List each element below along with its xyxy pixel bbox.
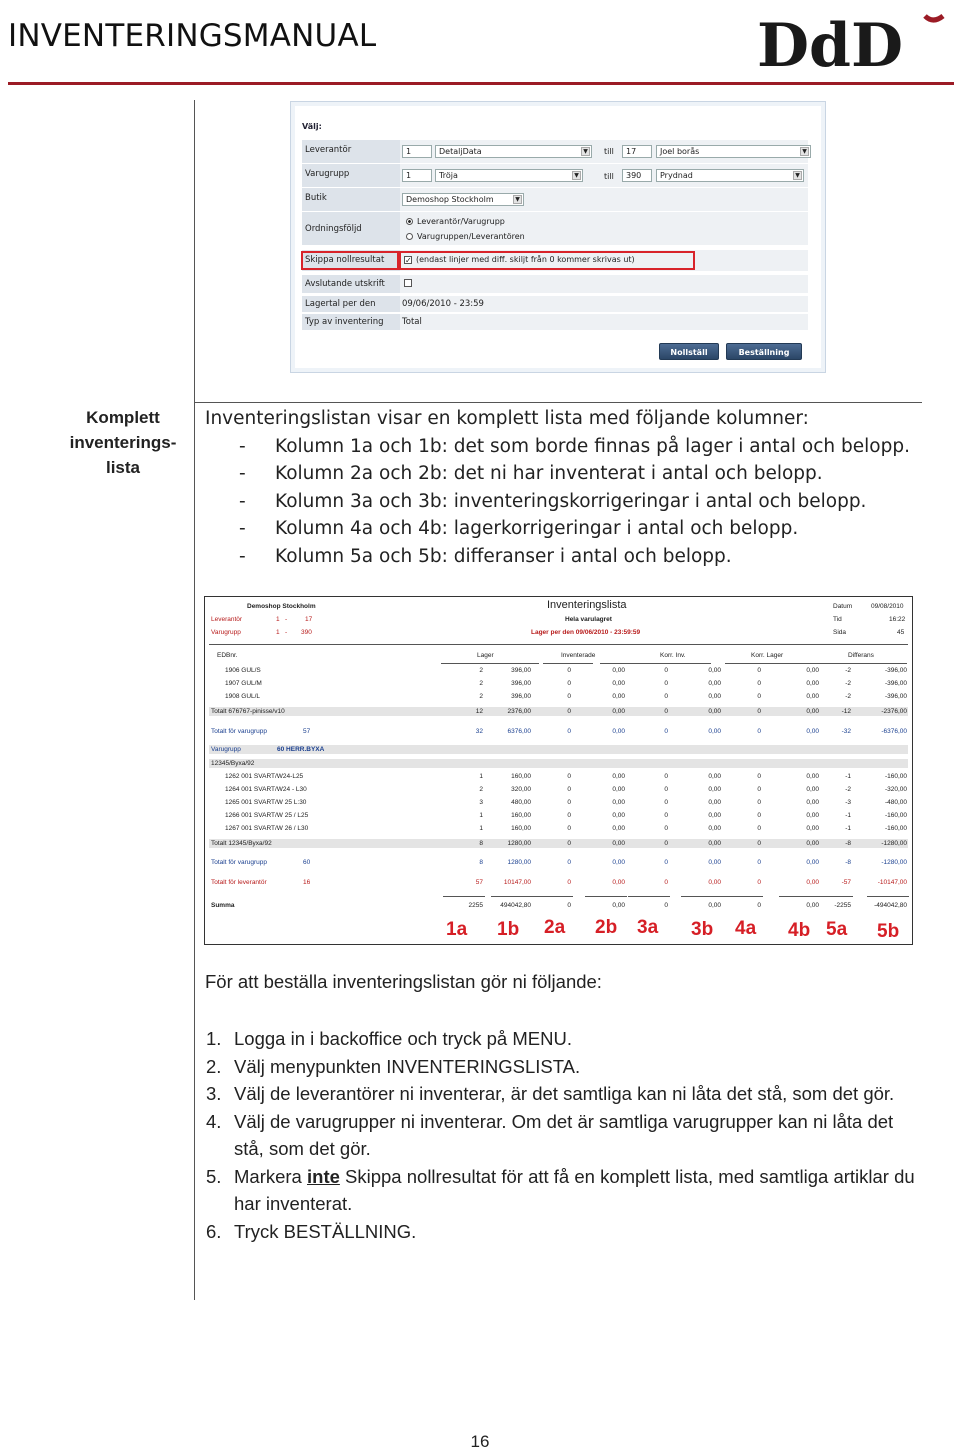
report-cell: 0 — [567, 693, 571, 700]
report-cell: 0,00 — [806, 667, 819, 674]
report-cell: -1280,00 — [881, 840, 907, 847]
report-cell: 6376,00 — [507, 728, 531, 735]
report-cell: -320,00 — [884, 786, 907, 793]
report-cell: 0,00 — [708, 859, 721, 866]
lagertal-value[interactable]: 09/06/2010 - 23:59 — [402, 299, 484, 309]
ddd-logo — [755, 0, 950, 72]
form-title: Välj: — [302, 122, 322, 131]
report-cell: 0,00 — [708, 825, 721, 832]
report-cell: 0,00 — [612, 902, 625, 909]
report-vg-to: 390 — [301, 629, 312, 636]
report-cell: 0,00 — [612, 773, 625, 780]
report-cell: 0 — [757, 728, 761, 735]
report-cell: -2 — [845, 680, 851, 687]
report-cell: 0,00 — [806, 799, 819, 806]
report-cell: 0 — [757, 812, 761, 819]
report-cell: -160,00 — [884, 825, 907, 832]
form-label: Typ av inventering — [302, 314, 400, 330]
report-cell: 0,00 — [708, 812, 721, 819]
report-row-extra: 16 — [303, 879, 311, 886]
report-cell: 0 — [757, 825, 761, 832]
report-row-extra: 57 — [303, 728, 311, 735]
report-cell: 0,00 — [708, 708, 721, 715]
report-cell: 0,00 — [708, 693, 721, 700]
emphasis: inte — [307, 1165, 340, 1187]
form-row-avslutande — [302, 275, 808, 294]
column-list — [205, 433, 910, 571]
skippa-checkbox[interactable]: ✓ (endast linjer med diff. skiljt från 0 kommer skrivas ut) — [405, 255, 635, 265]
chevron-down-icon: ▼ — [513, 195, 522, 204]
leverantor-to-code[interactable]: 17 — [622, 145, 652, 158]
col-header-inventerade: Inventerade — [561, 652, 596, 659]
till-label: till — [604, 172, 614, 181]
report-cell: 0 — [664, 773, 668, 780]
report-lev-dash: - — [285, 616, 288, 623]
report-cell: -32 — [841, 728, 851, 735]
report-cell: 1280,00 — [507, 840, 531, 847]
report-cell: 0 — [757, 840, 761, 847]
sum-rule — [867, 896, 909, 897]
report-datum: 09/08/2010 — [871, 603, 904, 610]
form-label: Lagertal per den — [302, 296, 400, 312]
report-row-extra: 60 HERR.BYXA — [277, 746, 325, 753]
report-cell: 2 — [479, 680, 483, 687]
report-row-label: 1267 001 SVART/W 26 / L30 — [225, 825, 309, 832]
report-cell: 0,00 — [708, 667, 721, 674]
header-underline — [441, 663, 481, 664]
report-row-label: Totalt 12345/Byxa/92 — [211, 840, 272, 847]
report-cell: 0,00 — [806, 859, 819, 866]
side-label-line: inventerings- — [69, 433, 177, 452]
report-cell: 0 — [567, 840, 571, 847]
report-cell: 160,00 — [511, 773, 531, 780]
report-cell: 0,00 — [806, 840, 819, 847]
report-cell: 0 — [567, 879, 571, 886]
report-row-label: Summa — [211, 902, 235, 909]
form-row-leverantor — [302, 140, 808, 164]
report-cell: 0,00 — [806, 708, 819, 715]
col-header-korr-inv: Korr. Inv. — [660, 652, 686, 659]
report-cell: 10147,00 — [503, 879, 531, 886]
column-label: 5b — [877, 921, 900, 942]
report-cell: 0,00 — [612, 879, 625, 886]
report-cell: 0 — [757, 680, 761, 687]
report-cell: 396,00 — [511, 680, 531, 687]
chevron-down-icon: ▼ — [793, 171, 802, 180]
order-form-screenshot — [290, 101, 826, 373]
report-cell: 0 — [664, 825, 668, 832]
section-divider — [194, 402, 922, 403]
col-header-differans: Differans — [848, 652, 874, 659]
report-cell: -8 — [845, 859, 851, 866]
report-cell: 0,00 — [708, 840, 721, 847]
report-cell: 0 — [567, 667, 571, 674]
report-cell: 0,00 — [708, 786, 721, 793]
header-underline — [477, 663, 539, 664]
step-item: 3. Välj de leverantörer ni inventerar, är det samtliga kan ni låta det stå, som det gör. — [206, 1083, 895, 1104]
report-cell: 0,00 — [612, 812, 625, 819]
report-cell: -396,00 — [884, 680, 907, 687]
report-cell: 2 — [479, 693, 483, 700]
report-cell: -2 — [845, 786, 851, 793]
report-cell: 0,00 — [708, 728, 721, 735]
report-cell: 0,00 — [806, 812, 819, 819]
list-item: - Kolumn 2a och 2b: det ni har inventerat i antal och belopp. — [205, 460, 910, 488]
report-cell: 0,00 — [612, 799, 625, 806]
report-cell: 2255 — [468, 902, 483, 909]
report-cell: 0 — [757, 799, 761, 806]
report-cell: -1 — [845, 825, 851, 832]
report-cell: 0 — [567, 728, 571, 735]
report-cell: 396,00 — [511, 667, 531, 674]
report-sida-label: Sida — [833, 629, 847, 636]
report-cell: 0,00 — [708, 680, 721, 687]
report-title: Inventeringslista — [547, 599, 627, 611]
avslutande-checkbox[interactable] — [404, 279, 416, 288]
form-row-lagertal — [302, 296, 808, 313]
report-cell: 0,00 — [612, 667, 625, 674]
report-cell: 0,00 — [612, 728, 625, 735]
step-item: 2. Välj menypunkten INVENTERINGSLISTA. — [206, 1055, 581, 1077]
report-cell: 0 — [664, 708, 668, 715]
report-cell: 0,00 — [806, 902, 819, 909]
report-cell: 480,00 — [511, 799, 531, 806]
report-cell: 0 — [757, 786, 761, 793]
report-cell: 2 — [479, 786, 483, 793]
sum-rule — [443, 896, 485, 897]
varugrupp-from-code[interactable]: 1 — [402, 169, 432, 182]
report-cell: 0,00 — [806, 773, 819, 780]
report-shop: Demoshop Stockholm — [247, 603, 316, 610]
form-label: Butik — [302, 188, 400, 211]
report-cell: 396,00 — [511, 693, 531, 700]
report-cell: 57 — [475, 879, 483, 886]
report-cell: 0,00 — [806, 825, 819, 832]
chevron-down-icon: ▼ — [572, 171, 581, 180]
radio-leverantor-varugrupp[interactable]: Leverantör/Varugrupp — [406, 217, 505, 226]
form-label: Avslutande utskrift — [302, 275, 400, 293]
report-cell: 0 — [757, 773, 761, 780]
report-cell: 0 — [664, 667, 668, 674]
typ-value[interactable]: Total — [402, 317, 422, 327]
report-rule — [209, 644, 908, 645]
list-item: - Kolumn 3a och 3b: inventeringskorrigeringar i antal och belopp. — [205, 488, 910, 516]
report-row-label: 1908 GUL/L — [225, 693, 261, 700]
report-cell: -12 — [841, 708, 851, 715]
sum-rule — [585, 896, 627, 897]
form-label: Leverantör — [302, 140, 400, 163]
chevron-down-icon: ▼ — [581, 147, 590, 156]
report-vg-from: 1 — [276, 629, 280, 636]
report-row-label: 1262 001 SVART/W24-L25 — [225, 773, 304, 780]
report-cell: 0 — [567, 859, 571, 866]
report-cell: 0,00 — [708, 902, 721, 909]
sum-rule — [628, 896, 670, 897]
radio-icon — [406, 233, 413, 240]
intro-text — [205, 405, 910, 570]
report-cell: -8 — [845, 840, 851, 847]
report-cell: 0 — [567, 786, 571, 793]
inventory-report-screenshot — [204, 596, 913, 945]
report-cell: 0,00 — [612, 786, 625, 793]
report-cell: -10147,00 — [877, 879, 907, 886]
report-cell: -494042,80 — [874, 902, 907, 909]
varugrupp-from-select[interactable]: Tröja ▼ — [435, 169, 583, 182]
report-row-extra: 60 — [303, 859, 311, 866]
report-lager-per: Lager per den 09/06/2010 - 23:59:59 — [531, 629, 641, 636]
report-cell: -6376,00 — [881, 728, 907, 735]
report-cell: 2376,00 — [507, 708, 531, 715]
report-cell: 0,00 — [612, 825, 625, 832]
sum-rule — [491, 896, 533, 897]
side-label — [60, 405, 186, 480]
highlight-box — [399, 251, 695, 270]
report-cell: 0 — [567, 773, 571, 780]
form-label: Varugrupp — [302, 164, 400, 187]
side-label-line: lista — [105, 458, 141, 477]
page-number: 16 — [470, 1432, 490, 1451]
step-item: 4. Välj de varugrupper ni inventerar. Om det är samtliga varugrupper kan ni låta det stå, som det gör. — [206, 1110, 894, 1159]
varugrupp-to-code[interactable]: 390 — [622, 169, 652, 182]
instruction-steps — [205, 1025, 920, 1245]
side-label-line: Komplett — [86, 408, 160, 427]
leverantor-from-select[interactable]: DetaljData ▼ — [435, 145, 592, 158]
report-cell: 0 — [664, 786, 668, 793]
step-item: 5. Markera inte Skippa nollresultat för att få en komplett lista, med samtliga artiklar du har inventerat. — [206, 1165, 915, 1214]
report-cell: 0,00 — [708, 879, 721, 886]
sum-rule — [531, 896, 573, 897]
report-cell: 0 — [757, 708, 761, 715]
form-row-butik — [302, 188, 808, 212]
report-cell: 0 — [664, 840, 668, 847]
report-datum-label: Datum — [833, 603, 853, 610]
report-row-label: Totalt för varugrupp — [211, 728, 268, 735]
report-cell: -1280,00 — [881, 859, 907, 866]
till-label: till — [604, 147, 614, 156]
report-cell: 0 — [664, 680, 668, 687]
report-cell: 2 — [479, 667, 483, 674]
report-cell: -396,00 — [884, 693, 907, 700]
report-row-label: Totalt för leverantör — [211, 879, 267, 886]
form-label: Ordningsföljd — [302, 212, 400, 245]
row-band — [209, 759, 908, 768]
report-cell: 1 — [479, 773, 483, 780]
report-cell: 0 — [664, 879, 668, 886]
col-header-edbnr: EDBnr. — [217, 652, 238, 659]
report-row-label: 1264 001 SVART/W24 - L30 — [225, 786, 307, 793]
report-lev-to: 17 — [305, 616, 313, 623]
report-cell: -2 — [845, 693, 851, 700]
form-row-varugrupp — [302, 164, 808, 188]
report-vg-label: Varugrupp — [211, 629, 241, 636]
report-subtitle: Hela varulagret — [565, 616, 612, 623]
report-row-label: Varugrupp — [211, 746, 241, 753]
report-cell: 0 — [567, 902, 571, 909]
varugrupp-to-select[interactable]: Prydnad ▼ — [656, 169, 804, 182]
radio-varugrupp-leverantor[interactable]: Varugruppen/Leverantören — [406, 232, 525, 241]
report-cell: 8 — [479, 859, 483, 866]
leverantor-from-code[interactable]: 1 — [402, 145, 432, 158]
report-cell: 0,00 — [612, 708, 625, 715]
leverantor-to-select[interactable]: Joel borås ▼ — [656, 145, 811, 158]
report-cell: -160,00 — [884, 812, 907, 819]
report-cell: 0 — [664, 693, 668, 700]
report-vg-dash: - — [285, 629, 288, 636]
col-header-korr-lager: Korr. Lager — [751, 652, 784, 659]
step-item: 1. Logga in i backoffice och tryck på MENU. — [206, 1028, 572, 1049]
report-cell: -1 — [845, 812, 851, 819]
sum-rule — [811, 896, 853, 897]
report-cell: 160,00 — [511, 812, 531, 819]
report-cell: 1 — [479, 812, 483, 819]
column-label: 4a — [735, 918, 757, 939]
bestallning-button[interactable]: Beställning — [726, 343, 802, 360]
column-label: 3a — [637, 917, 659, 938]
report-cell: 0 — [567, 708, 571, 715]
intro-lead: Inventeringslistan visar en komplett lista med följande kolumner: — [205, 408, 809, 429]
report-cell: 0,00 — [612, 840, 625, 847]
column-label: 2b — [595, 917, 618, 938]
checkbox-icon — [404, 279, 412, 287]
report-cell: 0 — [757, 667, 761, 674]
report-cell: 0,00 — [806, 693, 819, 700]
header-underline — [817, 663, 907, 664]
report-row-label: 1266 001 SVART/W 25 / L25 — [225, 812, 309, 819]
form-row-typ — [302, 314, 808, 331]
list-item: - Kolumn 4a och 4b: lagerkorrigeringar i antal och belopp. — [205, 515, 910, 543]
report-row-label: Totalt 676767-pinisse/v10 — [211, 708, 285, 715]
report-cell: 320,00 — [511, 786, 531, 793]
nollstall-button[interactable]: Nollställ — [659, 343, 719, 360]
header-underline — [543, 663, 593, 664]
report-cell: 0,00 — [708, 799, 721, 806]
report-cell: 494042,80 — [500, 902, 531, 909]
highlight-box — [301, 251, 399, 270]
report-row-label: 12345/Byxa/92 — [211, 760, 255, 767]
report-cell: 0 — [664, 902, 668, 909]
report-cell: 0 — [567, 680, 571, 687]
report-cell: -160,00 — [884, 773, 907, 780]
column-divider — [194, 100, 195, 1300]
report-cell: 0 — [757, 902, 761, 909]
report-cell: 0 — [567, 812, 571, 819]
form-row-ordning — [302, 212, 808, 246]
header-underline — [725, 663, 823, 664]
list-item: - Kolumn 5a och 5b: differanser i antal och belopp. — [205, 543, 910, 571]
report-cell: 12 — [475, 708, 483, 715]
form-label: Skippa nollresultat — [302, 250, 400, 271]
list-item: - Kolumn 1a och 1b: det som borde finnas på lager i antal och belopp. — [205, 433, 910, 461]
report-cell: 0,00 — [806, 786, 819, 793]
column-label: 1b — [497, 919, 520, 940]
document-title: INVENTERINGSMANUAL — [8, 18, 377, 54]
sum-rule — [721, 896, 763, 897]
report-cell: 0 — [757, 693, 761, 700]
report-cell: 0 — [757, 859, 761, 866]
step-item: 6. Tryck BESTÄLLNING. — [206, 1220, 417, 1242]
report-cell: -57 — [841, 879, 851, 886]
report-cell: 1280,00 — [507, 859, 531, 866]
report-cell: -3 — [845, 799, 851, 806]
logo-text: DdD — [757, 11, 904, 72]
report-cell: 1 — [479, 825, 483, 832]
header-rule — [8, 82, 954, 85]
report-cell: 0,00 — [708, 773, 721, 780]
report-cell: 0 — [664, 728, 668, 735]
report-cell: 0,00 — [612, 693, 625, 700]
report-cell: 32 — [475, 728, 483, 735]
report-tid-label: Tid — [833, 616, 842, 623]
column-label: 1a — [446, 919, 468, 940]
column-label: 4b — [788, 920, 811, 941]
report-cell: 0,00 — [806, 680, 819, 687]
report-cell: 0,00 — [806, 879, 819, 886]
report-cell: -2 — [845, 667, 851, 674]
radio-selected-icon — [406, 218, 413, 225]
col-header-lager: Lager — [477, 652, 494, 659]
column-label: 2a — [544, 917, 566, 938]
report-cell: 0,00 — [612, 680, 625, 687]
report-cell: 0 — [567, 825, 571, 832]
report-cell: 8 — [479, 840, 483, 847]
report-lev-from: 1 — [276, 616, 280, 623]
report-cell: 0 — [664, 799, 668, 806]
report-cell: 0,00 — [806, 728, 819, 735]
report-row-label: 1906 GUL/S — [225, 667, 261, 674]
report-cell: 0 — [664, 812, 668, 819]
report-tid: 16:22 — [889, 616, 906, 623]
header-underline — [653, 663, 711, 664]
sum-rule — [681, 896, 723, 897]
column-label: 5a — [826, 919, 848, 940]
checkbox-checked-icon: ✓ — [405, 256, 412, 265]
logo-accent-icon — [925, 16, 943, 20]
report-cell: -2255 — [834, 902, 851, 909]
report-cell: 160,00 — [511, 825, 531, 832]
report-row-label: Totalt för varugrupp — [211, 859, 268, 866]
report-cell: 0 — [664, 859, 668, 866]
report-cell: 3 — [479, 799, 483, 806]
report-lev-label: Leverantör — [211, 616, 243, 623]
report-row-label: 1907 GUL/M — [225, 680, 262, 687]
report-cell: -2376,00 — [881, 708, 907, 715]
chevron-down-icon: ▼ — [800, 147, 809, 156]
report-cell: -480,00 — [884, 799, 907, 806]
report-row-label: 1265 001 SVART/W 25 L:30 — [225, 799, 307, 806]
report-cell: 0,00 — [612, 859, 625, 866]
report-cell: -1 — [845, 773, 851, 780]
column-label: 3b — [691, 919, 714, 940]
instructions-lead: För att beställa inventeringslistan gör ni följande: — [205, 971, 602, 992]
butik-select[interactable]: Demoshop Stockholm ▼ — [402, 193, 524, 206]
report-cell: 0 — [757, 879, 761, 886]
report-cell: -396,00 — [884, 667, 907, 674]
report-cell: 0 — [567, 799, 571, 806]
report-sida: 45 — [897, 629, 905, 636]
